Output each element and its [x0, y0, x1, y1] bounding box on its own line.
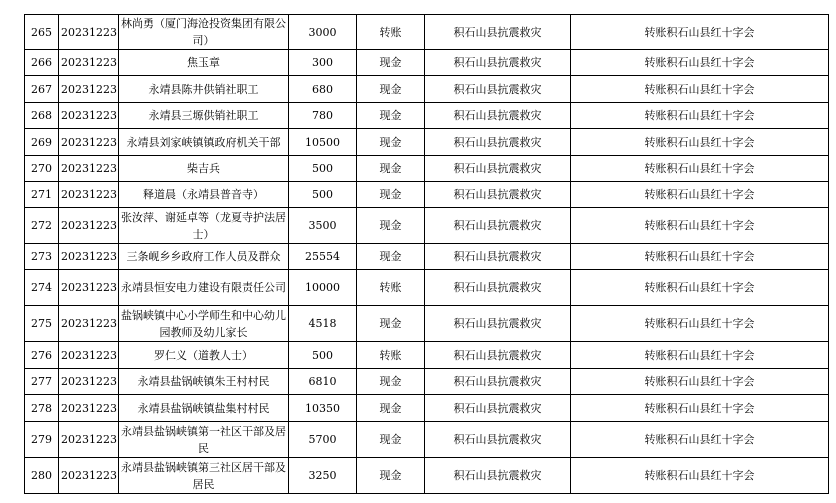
donation-amount-cell: 680 [289, 76, 357, 103]
donation-date-cell: 20231223 [59, 208, 119, 244]
remark-cell: 转账积石山县红十字会 [571, 76, 829, 103]
table-row [25, 15, 829, 50]
table-row [25, 369, 829, 395]
donor-name-cell: 柴吉兵 [119, 156, 289, 182]
row-number-cell: 273 [25, 244, 59, 270]
row-number-cell: 277 [25, 369, 59, 395]
donation-purpose-cell: 积石山县抗震救灾 [425, 156, 571, 182]
donation-amount-cell: 3500 [289, 208, 357, 244]
donation-amount-cell: 10350 [289, 395, 357, 422]
payment-method-cell: 现金 [357, 458, 425, 494]
donor-name-cell: 永靖县盐锅峡镇盐集村村民 [119, 395, 289, 422]
table-row [25, 458, 829, 494]
row-number-cell: 274 [25, 270, 59, 306]
donation-date-cell: 20231223 [59, 182, 119, 208]
remark-cell: 转账积石山县红十字会 [571, 208, 829, 244]
donation-amount-cell: 4518 [289, 306, 357, 342]
payment-method-cell: 现金 [357, 422, 425, 458]
remark-cell: 转账积石山县红十字会 [571, 306, 829, 342]
donation-date-cell: 20231223 [59, 422, 119, 458]
donation-amount-cell: 6810 [289, 369, 357, 395]
table-row [25, 342, 829, 369]
donation-date-cell: 20231223 [59, 395, 119, 422]
donation-date-cell: 20231223 [59, 306, 119, 342]
donor-name-cell: 永靖县刘家峡镇镇政府机关干部 [119, 129, 289, 156]
donation-amount-cell: 500 [289, 156, 357, 182]
row-number-cell: 271 [25, 182, 59, 208]
remark-cell: 转账积石山县红十字会 [571, 395, 829, 422]
table-row [25, 182, 829, 208]
donation-purpose-cell: 积石山县抗震救灾 [425, 395, 571, 422]
row-number-cell: 275 [25, 306, 59, 342]
payment-method-cell: 现金 [357, 306, 425, 342]
table-row [25, 270, 829, 306]
row-number-cell: 279 [25, 422, 59, 458]
donation-date-cell: 20231223 [59, 156, 119, 182]
payment-method-cell: 转账 [357, 342, 425, 369]
donation-date-cell: 20231223 [59, 369, 119, 395]
remark-cell: 转账积石山县红十字会 [571, 103, 829, 129]
donation-purpose-cell: 积石山县抗震救灾 [425, 458, 571, 494]
donation-purpose-cell: 积石山县抗震救灾 [425, 15, 571, 50]
donation-amount-cell: 500 [289, 342, 357, 369]
payment-method-cell: 现金 [357, 50, 425, 76]
donor-name-cell: 焦玉章 [119, 50, 289, 76]
table-row [25, 306, 829, 342]
payment-method-cell: 现金 [357, 156, 425, 182]
row-number-cell: 280 [25, 458, 59, 494]
table-row [25, 129, 829, 156]
donation-purpose-cell: 积石山县抗震救灾 [425, 342, 571, 369]
donation-date-cell: 20231223 [59, 50, 119, 76]
donor-name-cell: 永靖县陈井供销社职工 [119, 76, 289, 103]
donation-amount-cell: 780 [289, 103, 357, 129]
donation-date-cell: 20231223 [59, 244, 119, 270]
donation-date-cell: 20231223 [59, 270, 119, 306]
payment-method-cell: 现金 [357, 182, 425, 208]
remark-cell: 转账积石山县红十字会 [571, 244, 829, 270]
row-number-cell: 270 [25, 156, 59, 182]
remark-cell: 转账积石山县红十字会 [571, 422, 829, 458]
donor-name-cell: 永靖县恒安电力建设有限责任公司 [119, 270, 289, 306]
remark-cell: 转账积石山县红十字会 [571, 156, 829, 182]
payment-method-cell: 现金 [357, 76, 425, 103]
donation-purpose-cell: 积石山县抗震救灾 [425, 76, 571, 103]
donation-amount-cell: 3250 [289, 458, 357, 494]
remark-cell: 转账积石山县红十字会 [571, 342, 829, 369]
row-number-cell: 268 [25, 103, 59, 129]
payment-method-cell: 现金 [357, 395, 425, 422]
row-number-cell: 276 [25, 342, 59, 369]
donation-amount-cell: 25554 [289, 244, 357, 270]
donor-name-cell: 释道晨（永靖县普音寺） [119, 182, 289, 208]
payment-method-cell: 转账 [357, 270, 425, 306]
remark-cell: 转账积石山县红十字会 [571, 129, 829, 156]
donation-purpose-cell: 积石山县抗震救灾 [425, 306, 571, 342]
payment-method-cell: 现金 [357, 244, 425, 270]
donor-name-cell: 三条岘乡乡政府工作人员及群众 [119, 244, 289, 270]
donor-name-cell: 永靖县盐锅峡镇第一社区干部及居民 [119, 422, 289, 458]
donor-name-cell: 永靖县盐锅峡镇第三社区居干部及居民 [119, 458, 289, 494]
donor-name-cell: 林尚勇（厦门海沧投资集团有限公司） [119, 15, 289, 50]
donation-date-cell: 20231223 [59, 76, 119, 103]
table-row [25, 244, 829, 270]
donation-table [24, 14, 829, 494]
payment-method-cell: 现金 [357, 208, 425, 244]
table-row [25, 76, 829, 103]
donation-purpose-cell: 积石山县抗震救灾 [425, 208, 571, 244]
donation-date-cell: 20231223 [59, 103, 119, 129]
donation-purpose-cell: 积石山县抗震救灾 [425, 129, 571, 156]
table-row [25, 395, 829, 422]
row-number-cell: 269 [25, 129, 59, 156]
donation-amount-cell: 10000 [289, 270, 357, 306]
donor-name-cell: 罗仁义（道教人士） [119, 342, 289, 369]
donation-date-cell: 20231223 [59, 129, 119, 156]
remark-cell: 转账积石山县红十字会 [571, 458, 829, 494]
remark-cell: 转账积石山县红十字会 [571, 50, 829, 76]
donation-date-cell: 20231223 [59, 458, 119, 494]
table-row [25, 208, 829, 244]
remark-cell: 转账积石山县红十字会 [571, 15, 829, 50]
remark-cell: 转账积石山县红十字会 [571, 369, 829, 395]
table-row [25, 156, 829, 182]
donation-purpose-cell: 积石山县抗震救灾 [425, 244, 571, 270]
donation-purpose-cell: 积石山县抗震救灾 [425, 270, 571, 306]
row-number-cell: 265 [25, 15, 59, 50]
table-row [25, 103, 829, 129]
donation-amount-cell: 3000 [289, 15, 357, 50]
table-row [25, 422, 829, 458]
table-body [25, 15, 829, 494]
payment-method-cell: 现金 [357, 129, 425, 156]
donor-name-cell: 盐锅峡镇中心小学师生和中心幼儿园教师及幼儿家长 [119, 306, 289, 342]
donor-name-cell: 永靖县三塬供销社职工 [119, 103, 289, 129]
donation-date-cell: 20231223 [59, 342, 119, 369]
payment-method-cell: 现金 [357, 103, 425, 129]
donation-date-cell: 20231223 [59, 15, 119, 50]
donation-purpose-cell: 积石山县抗震救灾 [425, 422, 571, 458]
donation-purpose-cell: 积石山县抗震救灾 [425, 103, 571, 129]
payment-method-cell: 转账 [357, 15, 425, 50]
donation-amount-cell: 10500 [289, 129, 357, 156]
donation-purpose-cell: 积石山县抗震救灾 [425, 50, 571, 76]
row-number-cell: 267 [25, 76, 59, 103]
donation-amount-cell: 300 [289, 50, 357, 76]
donor-name-cell: 永靖县盐锅峡镇朱王村村民 [119, 369, 289, 395]
table-row [25, 50, 829, 76]
payment-method-cell: 现金 [357, 369, 425, 395]
donation-purpose-cell: 积石山县抗震救灾 [425, 182, 571, 208]
donation-purpose-cell: 积石山县抗震救灾 [425, 369, 571, 395]
donation-amount-cell: 500 [289, 182, 357, 208]
row-number-cell: 278 [25, 395, 59, 422]
row-number-cell: 272 [25, 208, 59, 244]
remark-cell: 转账积石山县红十字会 [571, 270, 829, 306]
donation-amount-cell: 5700 [289, 422, 357, 458]
remark-cell: 转账积石山县红十字会 [571, 182, 829, 208]
donor-name-cell: 张汝萍、谢延卓等（龙夏寺护法居士） [119, 208, 289, 244]
row-number-cell: 266 [25, 50, 59, 76]
